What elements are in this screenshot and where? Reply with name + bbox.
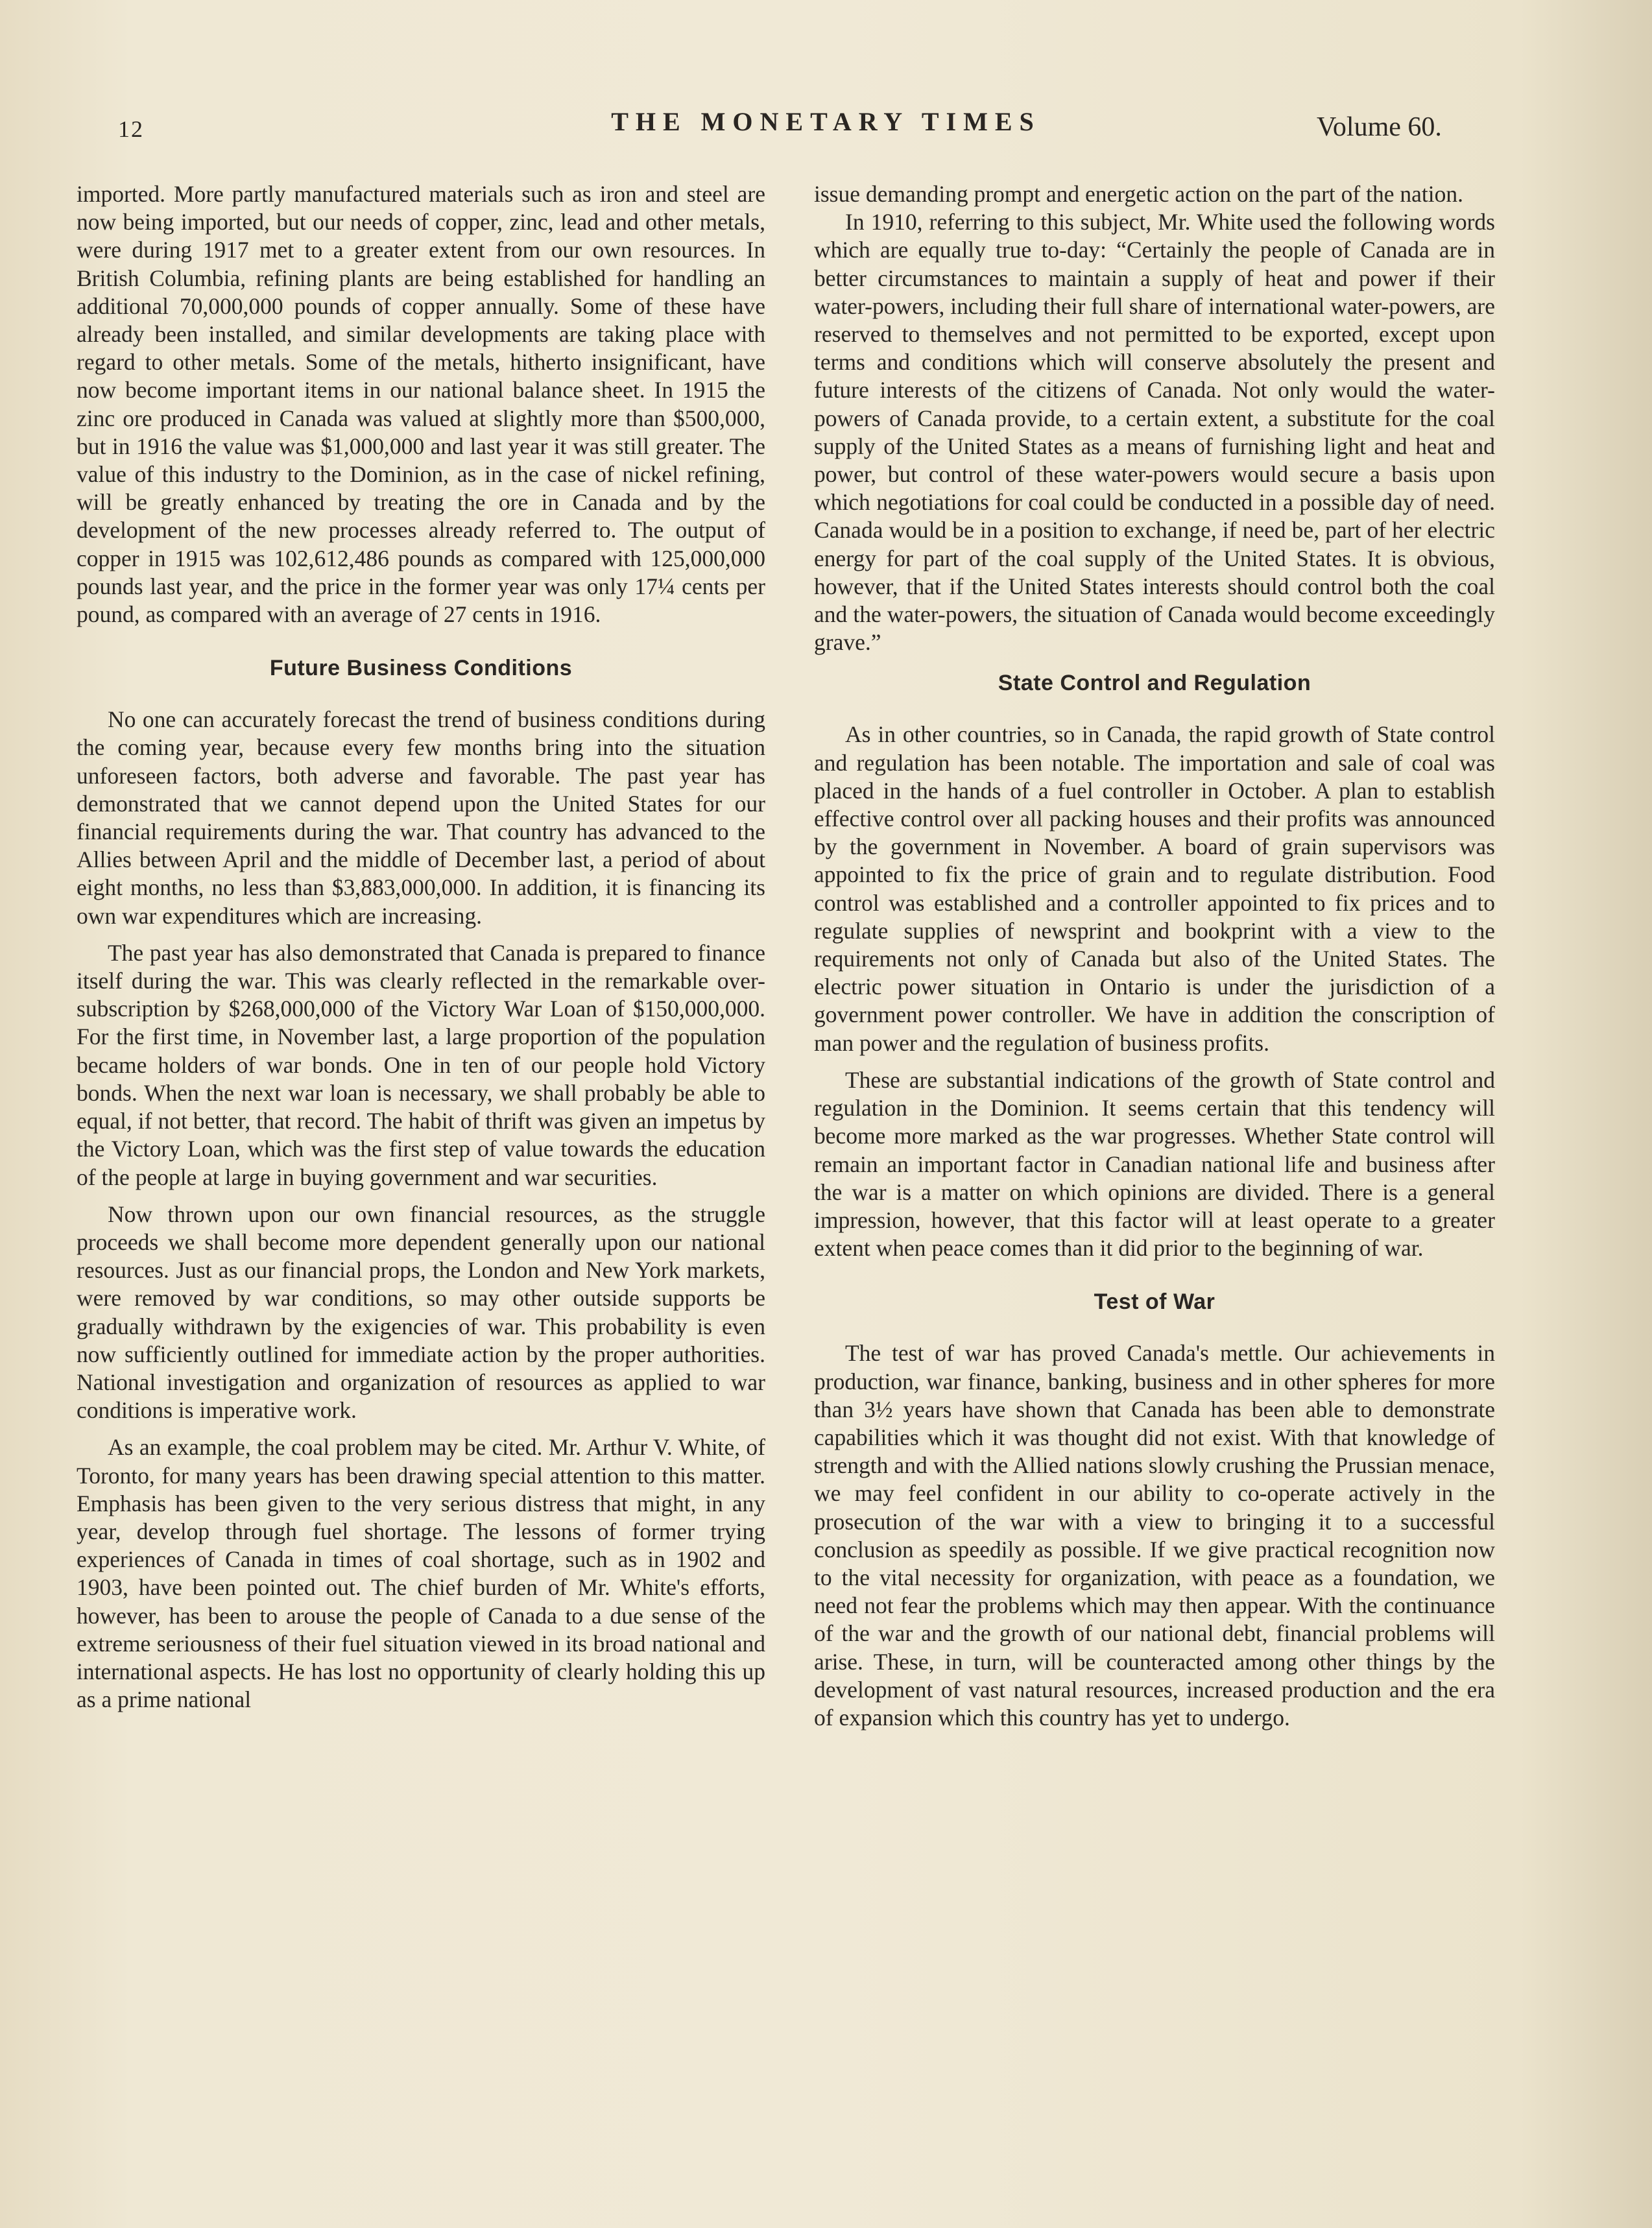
paragraph: The test of war has proved Canada's mettle. Our achievements in production, war finance, banking, business and in other spheres for more than 3½ years have shown that Canada has been able to demonstrate capabilities which it was thought did not exist. With that knowledge of strength and with the Allied nations slowly crushing the Prussian menace, we may feel confident in our ability to co-operate actively in the prosecution of the war with a view to bringing it to a successful conclusion as speedily as possible. If we give practical recognition now to the vital necessity for organization, with peace as a foundation, we need not fear the problems which may then appear. With the continuance of the war and the growth of our national debt, financial problems will arise. These, in turn, will be counteracted among other things by the development of vast natural resources, increased production and the era of expansion which this country has yet to undergo. — [814, 1340, 1495, 1731]
paragraph: These are substantial indications of the growth of State control and regulation in the Dominion. It seems certain that this tendency will become more marked as the war progresses. Whether State control will remain an important factor in Canadian national life and business after the war is a matter on which opinions are divided. There is a general impression, however, that this factor will at least operate to a greater extent when peace comes than it did prior to the beginning of war. — [814, 1066, 1495, 1262]
paragraph: As an example, the coal problem may be cited. Mr. Arthur V. White, of Toronto, for many years has been drawing special attention to this matter. Emphasis has been given to the very serious distress that might, in any year, develop through fuel shortage. The lessons of former trying experiences of Canada in times of coal shortage, such as in 1902 and 1903, have been pointed out. The chief burden of Mr. White's efforts, however, has been to arouse the people of Canada to a due sense of the extreme seriousness of their fuel situation viewed in its broad national and international aspects. He has lost no opportunity of clearly holding this up as a prime national — [77, 1434, 765, 1713]
paragraph: issue demanding prompt and energetic action on the part of the nation. — [814, 181, 1463, 207]
volume-label: Volume 60. — [1317, 112, 1442, 142]
paragraph: In 1910, referring to this subject, Mr. White used the following words which are equally true to-day: “Certainly the people of Canada are in better circumstances to maintain a supply of heat and power if their water-powers, including their full share of international water-powers, are reserved to themselves and not permitted to be exported, except upon terms and conditions which will conserve absolutely the present and future interests of the citizens of Canada. Not only would the water-powers of Canada provide, to a certain extent, a substitute for the coal supply of the United States as a means of furnishing light and heat and power, but control of these water-powers would secure a basis upon which negotiations for coal could be conducted in a possible day of need. Canada would be in a position to exchange, if need be, part of her electric energy for part of the coal supply of the United States. It is obvious, however, that if the United States interests should control both the coal and the water-powers, the situation of Canada would become exceedingly grave.” — [814, 209, 1495, 656]
running-title: THE MONETARY TIMES — [611, 107, 1041, 136]
right-column — [814, 180, 1495, 1732]
left-column — [77, 180, 765, 1714]
paragraph: As in other countries, so in Canada, the rapid growth of State control and regulation has been notable. The importation and sale of coal was placed in the hands of a fuel controller in October. A plan to establish effective control over all packing houses and their profits was announced by the government in November. A board of grain supervisors was appointed to fix the price of grain and to regulate distribution. Food control was established and a controller appointed to fix prices and to regulate supplies of newsprint and bookprint with a view to the requirements not only of Canada but also of the United States. The electric power situation in Ontario is under the jurisdiction of a government power controller. We have in addition the conscription of man power and the regulation of business profits. — [814, 721, 1495, 1056]
page-header — [0, 104, 1652, 143]
section-heading: Future Business Conditions — [269, 656, 573, 681]
paragraph: No one can accurately forecast the trend of business conditions during the coming year, because every few months bring into the situation unforeseen factors, both adverse and favorable. The past year has demonstrated that we cannot depend upon the United States for our financial requirements during the war. That country has advanced to the Allies between April and the middle of December last, a period of about eight months, no less than $3,883,000,000. In addition, it is financing its own war expenditures which are increasing. — [77, 706, 765, 929]
paragraph: The past year has also demonstrated that Canada is prepared to finance itself during the war. This was clearly reflected in the remarkable over-subscription by $268,000,000 of the Victory War Loan of $150,000,000. For the first time, in November last, a large proportion of the population became holders of war bonds. One in ten of our people hold Victory bonds. When the next war loan is necessary, we shall probably be able to equal, if not better, that record. The habit of thrift was given an impetus by the Victory Loan, which was the first step of value towards the education of the people at large in buying government and war securities. — [77, 939, 765, 1190]
page-number: 12 — [118, 116, 144, 142]
paragraph: Now thrown upon our own financial resources, as the struggle proceeds we shall become more dependent generally upon our national resources. Just as our financial props, the London and New York markets, were removed by war conditions, so may other outside supports be gradually withdrawn by the exigencies of war. This probability is even now sufficiently outlined for immediate action by the proper authorities. National investigation and organization of resources as applied to war conditions is imperative work. — [77, 1201, 765, 1424]
section-heading: Test of War — [1094, 1289, 1215, 1315]
paragraph: imported. More partly manufactured materials such as iron and steel are now being imported, but our needs of copper, zinc, lead and other metals, were during 1917 met to a greater extent from our own resources. In British Columbia, refining plants are being established for handling an additional 70,000,000 pounds of copper annually. Some of these have already been installed, and similar developments are taking place with regard to other metals. Some of the metals, hitherto insignificant, have now become important items in our national balance sheet. In 1915 the zinc ore produced in Canada was valued at slightly more than $500,000, but in 1916 the value was $1,000,000 and last year it was still greater. The value of this industry to the Dominion, as in the case of nickel refining, will be greatly enhanced by treating the ore in Canada and by the development of the new processes already referred to. The output of copper in 1915 was 102,612,486 pounds as compared with 125,000,000 pounds last year, and the price in the former year was only 17¼ cents per pound, as compared with an average of 27 cents in 1916. — [77, 181, 765, 628]
section-heading: State Control and Regulation — [998, 671, 1311, 696]
